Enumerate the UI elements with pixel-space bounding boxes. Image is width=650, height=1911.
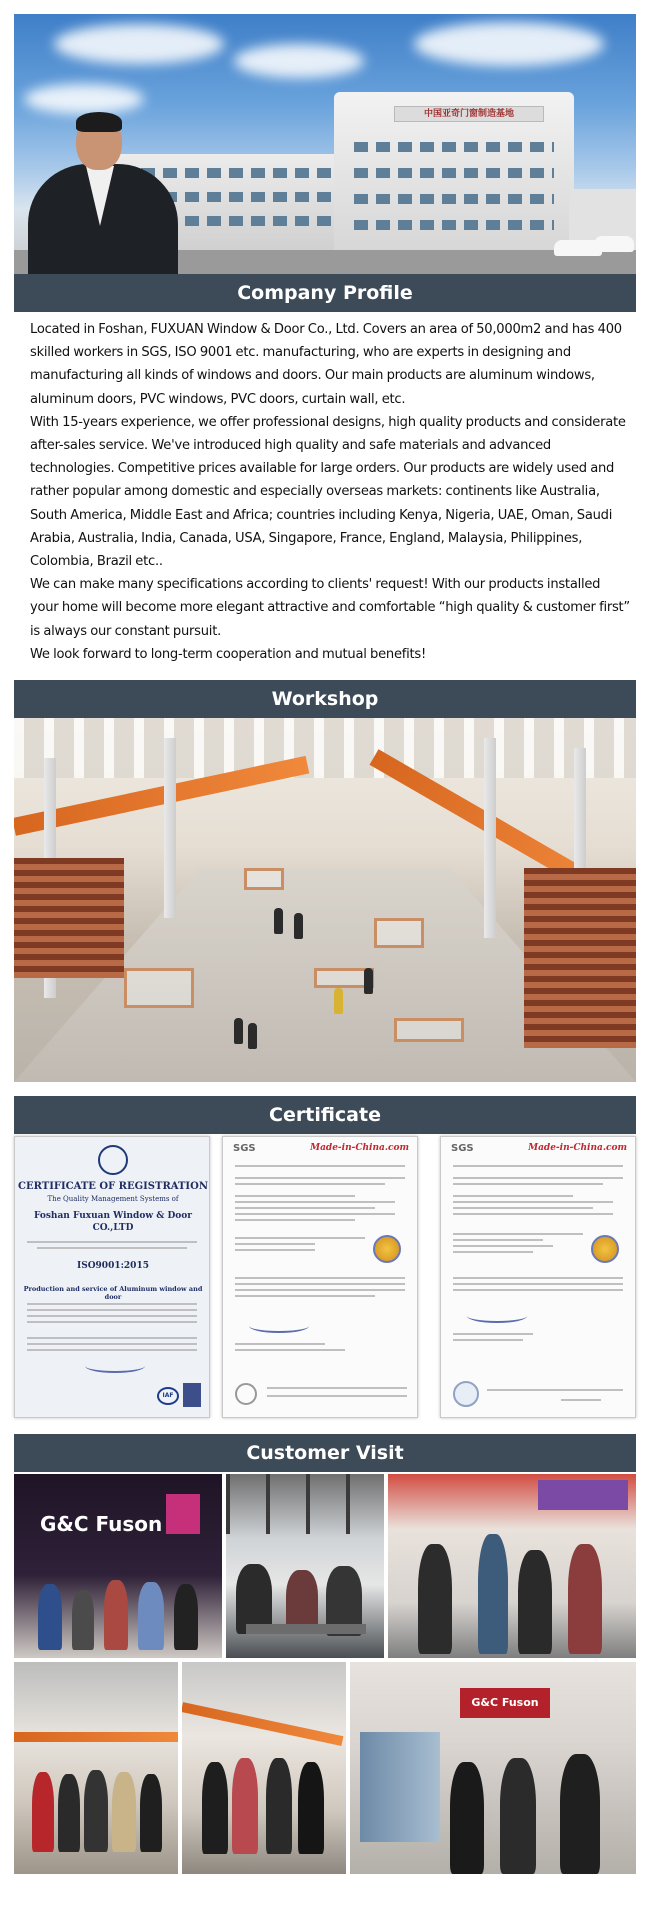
visitor [298,1762,324,1854]
visitor [202,1762,228,1854]
brand-mark [166,1494,200,1534]
sgs-label: SGS [233,1143,256,1154]
pillar [164,738,176,918]
worker [364,968,373,994]
visitor [478,1534,508,1654]
visit-photo-factory [14,1662,178,1874]
company-executive [28,114,178,274]
visitor [266,1758,292,1854]
window-frame [394,1018,464,1042]
visit-photo-booth [14,1474,222,1658]
worker [274,908,283,934]
customer-visit-header: Customer Visit [14,1434,636,1472]
building-sign-text: 中国亚奇门窗制造基地 [423,109,514,119]
material-rack [14,858,124,978]
profile-paragraph: Located in Foshan, FUXUAN Window & Door Co., Ltd. Covers an area of 50,000m2 and has 400 skilled workers in SGS, ISO 9001 etc. manufacturing, who are experts in designing and manufacturing all kinds of windows and doors. Our main products are aluminum windows, aluminum doors, PVC windows, PVC doors, curtain wall, etc. [30,322,622,407]
worker [248,1023,257,1049]
visit-photo-workshop [182,1662,346,1874]
visitor [140,1774,162,1852]
visitor [518,1550,552,1654]
accreditation-badge [183,1383,201,1407]
brand-label: Made-in-China.com [310,1143,409,1153]
cloud [234,44,364,78]
company-profile-header: Company Profile [14,274,636,312]
building-sign [394,106,544,122]
certificate-company: CO.,LTD [92,1223,134,1233]
iaf-mark: IAF [157,1387,179,1405]
visitor [450,1762,484,1874]
worker [234,1018,243,1044]
sgs-audit-certificate [222,1136,418,1418]
cloud [414,22,604,66]
visitor [138,1582,164,1650]
visitor [174,1584,198,1650]
window-display [360,1732,440,1842]
booth-logo: G&C Fuson [40,1512,163,1536]
visitor [560,1754,600,1874]
signature [467,1309,527,1323]
company-profile-text [30,318,630,666]
visitor [32,1772,54,1852]
window-frame [124,968,194,1008]
visitor [500,1758,536,1874]
visitor [568,1544,602,1654]
exhibition-banner [538,1480,628,1510]
visitor [418,1544,452,1654]
worker [294,913,303,939]
visitor [38,1584,62,1650]
visit-photo-exhibition [388,1474,636,1658]
showroom-logo: G&C Fuson [471,1696,539,1709]
profile-paragraph: With 15-years experience, we offer professional designs, high quality products and considerate after-sales service. We've introduced high quality and safe materials and advanced technologies. Competitive prices available for large orders. Our products are widely used and rather popular among domestic and especially overseas markets: continents like Australia, South America, Middle East and Africa; countries including Kenya, Nigeria, UAE, Oman, Saudi Arabia, Australia, India, Canada, USA, Singapore, France, England, Malaysia, Philippines, Colombia, Brazil etc.. [30,414,626,570]
certification-seal-icon [591,1235,619,1263]
sgs-stamp-icon [235,1383,257,1405]
car [594,236,634,252]
company-audit-certificate [440,1136,636,1418]
signature [85,1359,145,1373]
pillar [484,738,496,938]
certifier-logo-icon [98,1145,128,1175]
visit-photo-showroom [350,1662,636,1874]
cloud [54,24,224,64]
table [246,1624,366,1634]
certificate-company: Foshan Fuxuan Window & Door [33,1211,193,1221]
certificate-heading: CERTIFICATE OF REGISTRATION [18,1181,208,1192]
visitor [72,1590,94,1650]
visitor [84,1770,108,1852]
workshop-photo [14,718,636,1082]
visitor [58,1774,80,1852]
window-frame [244,868,284,890]
certificate-standard: ISO9001:2015 [77,1261,149,1271]
sgs-label: SGS [451,1143,474,1154]
signature [249,1319,309,1333]
brand-label: Made-in-China.com [528,1143,627,1153]
workshop-header: Workshop [14,680,636,718]
visit-photo-meeting [226,1474,384,1658]
profile-paragraph: We can make many specifications according to clients' request! With our products installed your home will become more elegant attractive and comfortable “high quality & customer first” is always our constant pursuit. [30,577,630,639]
certificate-subheading: The Quality Management Systems of [47,1195,179,1203]
iso-certificate [14,1136,210,1418]
visitor [112,1772,136,1852]
showroom-sign [460,1688,550,1718]
certification-seal-icon [373,1235,401,1263]
certificate-scope: Production and service of Aluminum window and door [23,1285,203,1301]
visitor [232,1758,258,1854]
visitor [104,1580,128,1650]
window-frame [374,918,424,948]
worker [334,988,343,1014]
certificate-header: Certificate [14,1096,636,1134]
material-rack [524,868,636,1048]
stamp-icon [453,1381,479,1407]
profile-paragraph: We look forward to long-term cooperation and mutual benefits! [30,646,426,662]
hero-photo [14,14,636,274]
cloud [24,84,144,114]
